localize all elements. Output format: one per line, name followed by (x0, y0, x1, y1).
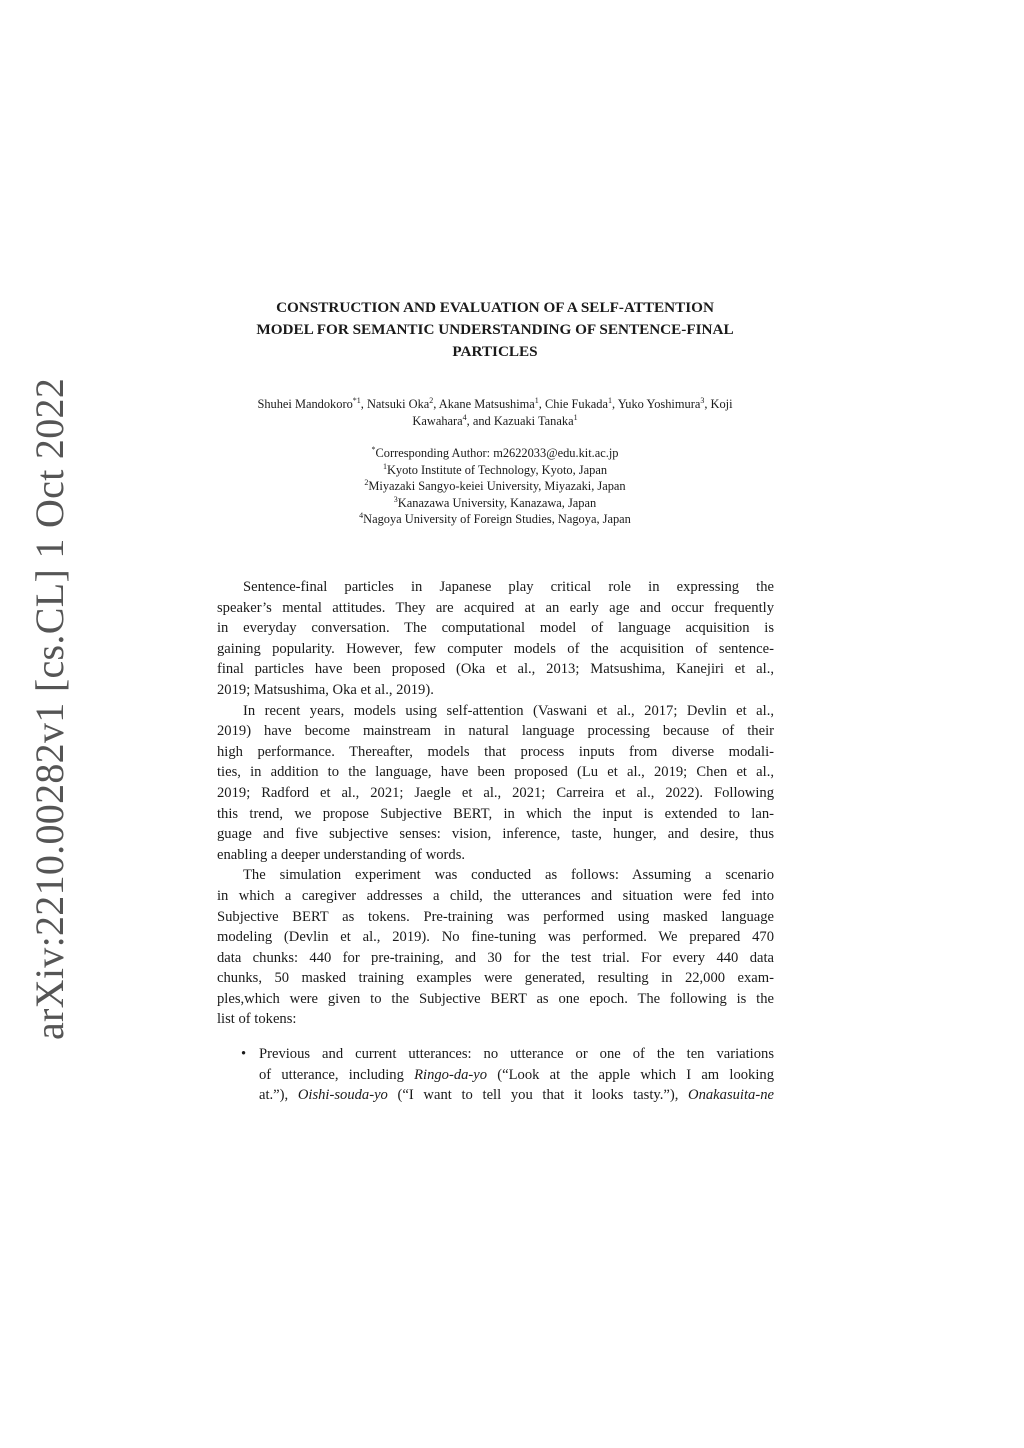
text-line: data chunks: 440 for pre-training, and 30 for the test trial. For every 440 data (217, 949, 774, 966)
text-line: Sentence-final particles in Japanese play critical role in expressing the (243, 579, 774, 595)
affiliation-mark: 2 (364, 478, 369, 487)
text-line: ples,which were given to the Subjective BERT as one epoch. The following is the (217, 990, 774, 1007)
text-line: 2019; Matsushima, Oka et al., 2019). (217, 681, 434, 698)
affiliation-mark: 4 (359, 511, 364, 520)
text-line: speaker’s mental attitudes. They are acquired at an early age and occur frequently (217, 599, 774, 616)
author-line (215, 396, 775, 413)
author-affiliation-mark: 1 (534, 396, 539, 405)
japanese-phrase: Ringo-da-yo (414, 1066, 488, 1083)
text-line: 2019; Radford et al., 2021; Jaegle et al., 2021; Carreira et al., 2022). Following (217, 784, 774, 801)
text-line: The simulation experiment was conducted as follows: Assuming a scenario (243, 867, 774, 884)
text-line: in which a caregiver addresses a child, the utterances and situation were fed into (217, 887, 774, 904)
text-line (259, 1065, 774, 1086)
affiliation-list (215, 445, 775, 528)
text-line: 2019) have become mainstream in natural language processing because of their (217, 723, 774, 740)
affiliation-mark: 1 (382, 461, 387, 471)
list-item (217, 1044, 774, 1106)
affiliation (215, 462, 775, 479)
author-affiliation-mark: 1 (607, 396, 612, 405)
affiliation-text: Miyazaki Sangyo-keiei University, Miyazaki, Japan (368, 479, 626, 493)
text-line: modeling (Devlin et al., 2019). No fine-tuning was performed. We prepared 470 (217, 929, 774, 946)
author-affiliation-mark: *1 (352, 396, 361, 405)
text-line: enabling a deeper understanding of words. (217, 846, 466, 863)
author-affiliation-mark: 1 (573, 413, 578, 422)
text-line: ties, in addition to the language, have been proposed (Lu et al., 2019; Chen et al., (217, 764, 774, 781)
text-line: this trend, we propose Subjective BERT, in which the input is extended to lan- (217, 805, 774, 822)
affiliation-text: Kanazawa University, Kanazawa, Japan (397, 495, 597, 510)
paper-title (215, 297, 775, 363)
author-name: , and Kazuaki Tanaka (466, 414, 574, 428)
author-name: , Akane Matsushima (433, 397, 535, 411)
text-line: guage and five subjective senses: vision, inference, taste, hunger, and desire, thus (217, 826, 774, 843)
affiliation (215, 478, 775, 495)
affiliation-text: Kyoto Institute of Technology, Kyoto, Japan (386, 462, 608, 477)
corresponding-author (215, 445, 775, 462)
author-name: , Chie Fukada (538, 397, 608, 411)
author-affiliation-mark: 3 (700, 396, 705, 405)
text-line: In recent years, models using self-attention (Vaswani et al., 2017; Devlin et al., (243, 702, 774, 719)
text-run: of utterance, including (259, 1066, 415, 1083)
text-line: list of tokens: (217, 1011, 297, 1028)
text-line: gaining popularity. However, few computer models of the acquisition of sentence- (217, 640, 774, 657)
author-name: , Koji (704, 397, 733, 411)
author-name: , Natsuki Oka (360, 397, 430, 411)
text-line: Previous and current utterances: no utterance or one of the ten variations (259, 1046, 774, 1063)
affiliation-mark: * (371, 445, 376, 454)
affiliation-text: Nagoya University of Foreign Studies, Nagoya, Japan (363, 512, 631, 526)
paragraph (217, 701, 774, 866)
title-line: CONSTRUCTION AND EVALUATION OF A SELF-ATTENTION (276, 299, 714, 316)
title-line: MODEL FOR SEMANTIC UNDERSTANDING OF SENTENCE-FINAL (256, 321, 734, 338)
text-run: at.”), (259, 1087, 298, 1104)
text-line: chunks, 50 masked training examples were generated, resulting in 22,000 exam- (217, 970, 774, 987)
author-list (215, 396, 775, 430)
text-run: (“I want to tell you that it looks tasty.”), (387, 1087, 689, 1104)
text-line: high performance. Thereafter, models that process inputs from diverse modali- (217, 743, 774, 760)
author-affiliation-mark: 4 (462, 413, 467, 422)
author-line (215, 413, 775, 430)
text-line: in everyday conversation. The computational model of language acquisition is (217, 620, 774, 637)
abstract-body (217, 577, 774, 1106)
paragraph (217, 865, 774, 1030)
affiliation-mark: 3 (393, 494, 398, 504)
author-name: , Yuko Yoshimura (611, 397, 701, 411)
text-line: final particles have been proposed (Oka et al., 2013; Matsushima, Kanejiri et al., (217, 661, 774, 678)
japanese-phrase: Onakasuita-ne (688, 1087, 774, 1104)
text-line (259, 1085, 774, 1106)
japanese-phrase: Oishi-souda-yo (297, 1087, 388, 1104)
text-run: (“Look at the apple which I am looking (487, 1066, 774, 1083)
paragraph (217, 577, 774, 701)
arxiv-identifier: arXiv:2210.00282v1 [cs.CL] 1 Oct 2022 (27, 377, 72, 1040)
affiliation-text: Corresponding Author: m2622033@edu.kit.ac.jp (375, 446, 619, 460)
affiliation (215, 495, 775, 512)
title-line: PARTICLES (452, 343, 538, 360)
affiliation (215, 511, 775, 528)
author-name: Shuhei Mandokoro (257, 397, 353, 411)
token-list (217, 1044, 774, 1106)
bullet-icon: • (241, 1046, 247, 1063)
author-name: Kawahara (412, 414, 463, 428)
author-affiliation-mark: 2 (429, 396, 434, 405)
text-line: Subjective BERT as tokens. Pre-training was performed using masked language (217, 908, 774, 925)
